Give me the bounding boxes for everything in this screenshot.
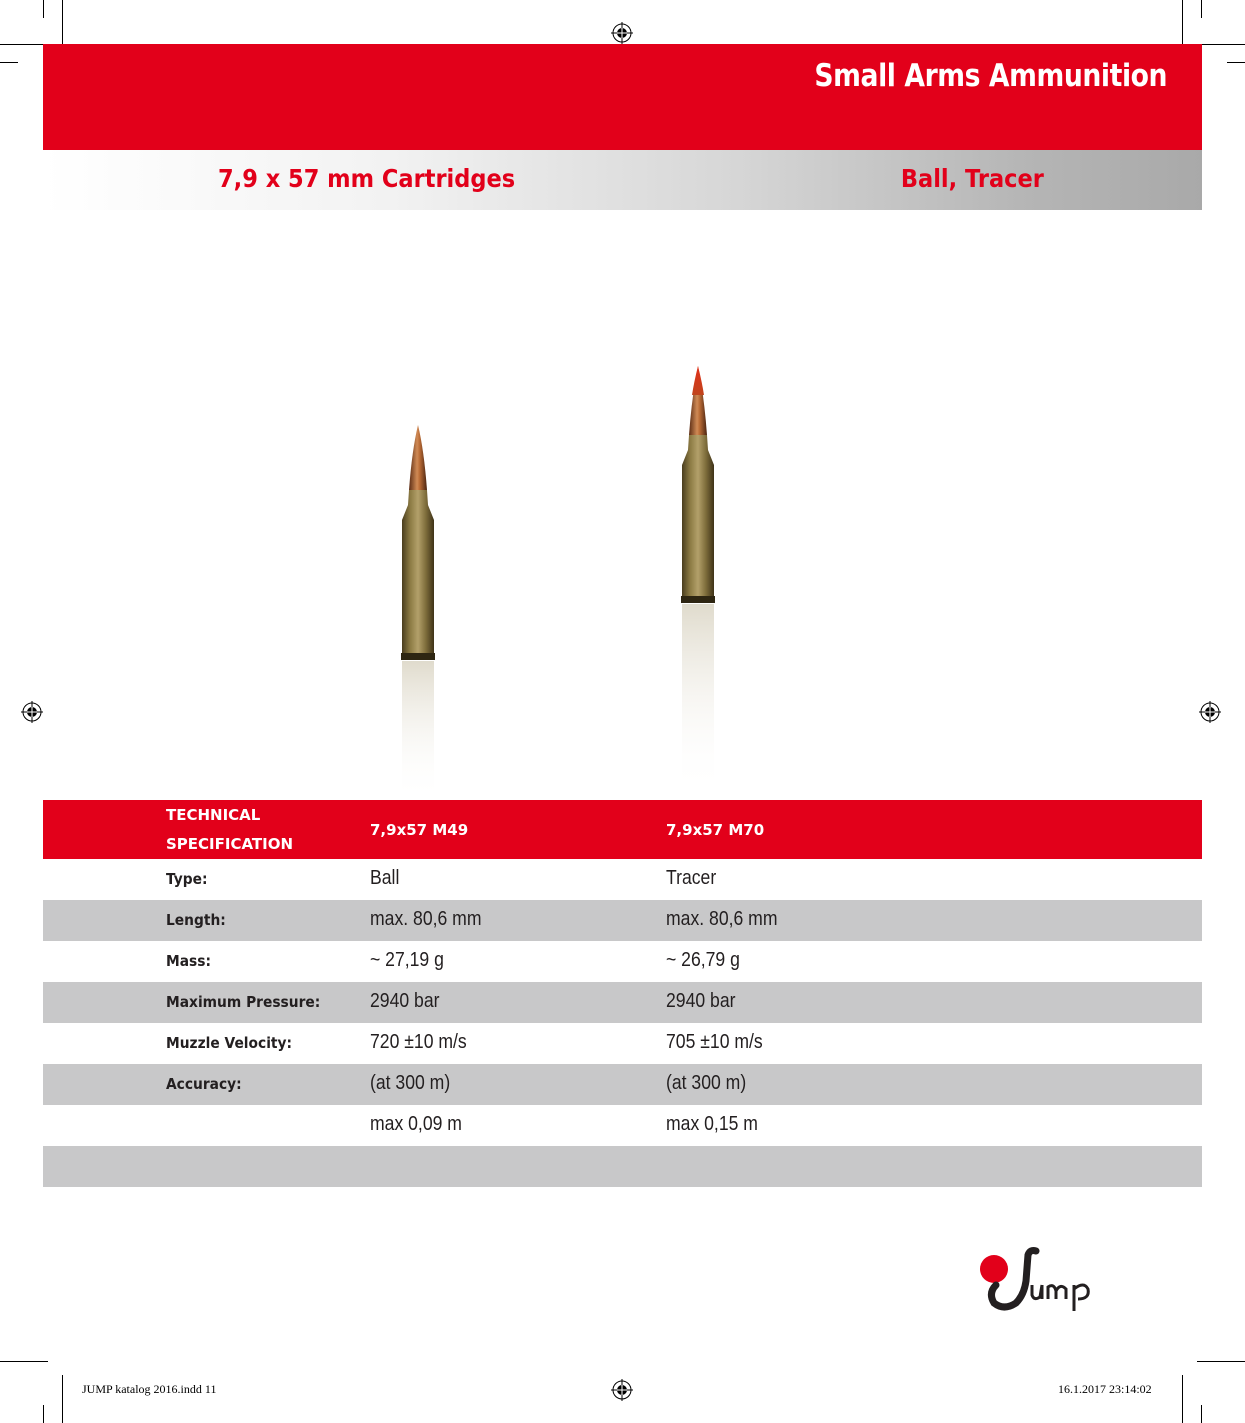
row-value-m49: 720 ±10 m/s [370,1031,467,1053]
row-value-m49: max 0,09 m [370,1113,462,1135]
row-label: Type: [166,870,208,888]
slug-timestamp: 16.1.2017 23:14:02 [1058,1382,1152,1396]
table-row [43,1023,1202,1064]
table-row [43,1146,1202,1187]
row-value-m70: 705 ±10 m/s [666,1031,763,1053]
row-label: Length: [166,911,226,929]
table-row [43,1064,1202,1105]
crop-mark [1197,1361,1245,1362]
crop-mark [1201,1405,1202,1423]
row-value-m70: ~ 26,79 g [666,949,740,971]
row-label: Maximum Pressure: [166,993,321,1011]
m49-cartridge-image [401,425,435,800]
crop-mark [43,1405,44,1423]
table-row [43,982,1202,1023]
table-row [43,900,1202,941]
row-value-m70: (at 300 m) [666,1072,747,1094]
crop-mark [0,1361,48,1362]
spec-table [43,800,1202,1187]
slug-filename: JUMP katalog 2016.indd 11 [82,1382,217,1396]
spec-header-col1: 7,9x57 M49 [370,821,469,839]
row-value-m49: ~ 27,19 g [370,949,444,971]
row-label: Mass: [166,952,211,970]
table-row [43,859,1202,900]
crop-mark [1182,1375,1183,1423]
category-title: Small Arms Ammunition [814,58,1167,94]
table-row [43,941,1202,982]
jump-logo [978,1245,1118,1315]
row-label: Accuracy: [166,1075,242,1093]
row-value-m70: max 0,15 m [666,1113,758,1135]
m70-cartridge-image [681,366,715,794]
row-value-m49: (at 300 m) [370,1072,451,1094]
row-value-m70: 2940 bar [666,990,736,1012]
registration-mark-icon [611,1379,633,1401]
spec-header-label-line1: TECHNICAL [166,806,261,824]
row-value-m49: 2940 bar [370,990,440,1012]
spec-table-header [43,800,1202,859]
spec-header-label-line2: SPECIFICATION [166,835,294,853]
row-label: Muzzle Velocity: [166,1034,293,1052]
row-value-m49: Ball [370,867,400,889]
crop-mark [62,1375,63,1423]
row-value-m70: max. 80,6 mm [666,908,778,930]
red-ball-logo-icon [980,1255,1008,1283]
product-types: Ball, Tracer [901,164,1044,193]
row-value-m49: max. 80,6 mm [370,908,482,930]
table-row [43,1105,1202,1146]
spec-header-col2: 7,9x57 M70 [666,821,765,839]
row-value-m70: Tracer [666,867,717,889]
product-title: 7,9 x 57 mm Cartridges [218,164,516,193]
